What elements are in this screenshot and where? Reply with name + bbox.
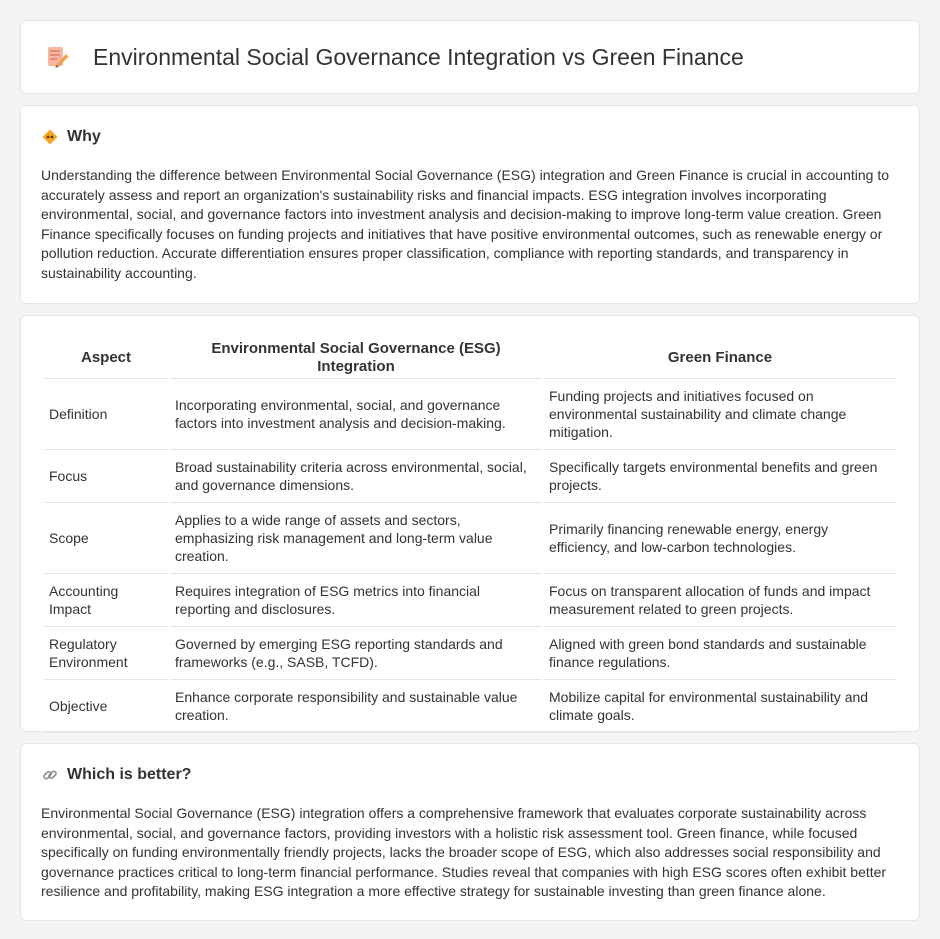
row-green: Primarily financing renewable energy, energy efficiency, and low-carbon technologies.	[544, 503, 896, 574]
row-esg: Governed by emerging ESG reporting standards and frameworks (e.g., SASB, TCFD).	[170, 627, 542, 680]
title-card	[20, 20, 920, 94]
table-row	[44, 503, 896, 574]
which-better-heading: Which is better?	[67, 766, 192, 783]
document-pencil-icon	[43, 43, 71, 71]
header-aspect: Aspect	[44, 337, 168, 379]
row-aspect: Definition	[44, 379, 168, 450]
row-aspect: Objective	[44, 680, 168, 733]
why-heading: Why	[67, 128, 101, 145]
header-esg: Environmental Social Governance (ESG) Integration	[170, 337, 542, 379]
row-green: Funding projects and initiatives focused on environmental sustainability and climate change mitigation.	[544, 379, 896, 450]
row-esg: Applies to a wide range of assets and sectors, emphasizing risk management and long-term value creation.	[170, 503, 542, 574]
why-body: Understanding the difference between Environmental Social Governance (ESG) integration and Green Finance is crucial in accounting to accurately assess and report an organization's sustainability risks and financial impacts. ESG integration involves incorporating environmental, social, and governance factors into investment analysis and decision-making to improve long-term value creation. Green Finance specifically focuses on funding projects and initiatives that have positive environmental outcomes, such as renewable energy or pollution reduction. Accurate differentiation ensures proper classification, compliance with reporting standards, and transparency in sustainability accounting.	[41, 167, 890, 281]
row-green: Mobilize capital for environmental sustainability and climate goals.	[544, 680, 896, 733]
row-aspect: Accounting Impact	[44, 574, 168, 627]
row-green: Specifically targets environmental benefits and green projects.	[544, 450, 896, 503]
row-green: Focus on transparent allocation of funds and impact measurement related to green projects.	[544, 574, 896, 627]
page-title: Environmental Social Governance Integration vs Green Finance	[93, 43, 744, 70]
diamond-sign-icon	[41, 128, 59, 146]
comparison-table	[42, 337, 898, 733]
row-esg: Enhance corporate responsibility and sustainable value creation.	[170, 680, 542, 733]
header-green-finance: Green Finance	[544, 337, 896, 379]
row-esg: Requires integration of ESG metrics into financial reporting and disclosures.	[170, 574, 542, 627]
row-aspect: Scope	[44, 503, 168, 574]
table-row	[44, 450, 896, 503]
which-better-section	[20, 743, 920, 921]
which-better-body: Environmental Social Governance (ESG) integration offers a comprehensive framework that evaluates corporate sustainability across environmental, social, and governance factors, providing investors with a holistic risk assessment tool. Green finance, while focused specifically on funding environmentally friendly projects, lacks the broader scope of ESG, which also addresses social responsibility and governance practices critical to long-term financial performance. Studies reveal that companies with high ESG scores often exhibit better resilience and profitability, making ESG integration a more effective strategy for sustainable investing than green finance alone.	[41, 805, 887, 899]
comparison-table-card	[20, 315, 920, 732]
table-row	[44, 574, 896, 627]
row-aspect: Focus	[44, 450, 168, 503]
table-row	[44, 680, 896, 733]
why-section	[20, 105, 920, 304]
row-esg: Incorporating environmental, social, and governance factors into investment analysis and decision-making.	[170, 379, 542, 450]
table-row	[44, 627, 896, 680]
table-header-row	[44, 337, 896, 379]
link-icon	[41, 766, 59, 784]
row-aspect: Regulatory Environment	[44, 627, 168, 680]
table-row	[44, 379, 896, 450]
row-esg: Broad sustainability criteria across environmental, social, and governance dimensions.	[170, 450, 542, 503]
row-green: Aligned with green bond standards and sustainable finance regulations.	[544, 627, 896, 680]
